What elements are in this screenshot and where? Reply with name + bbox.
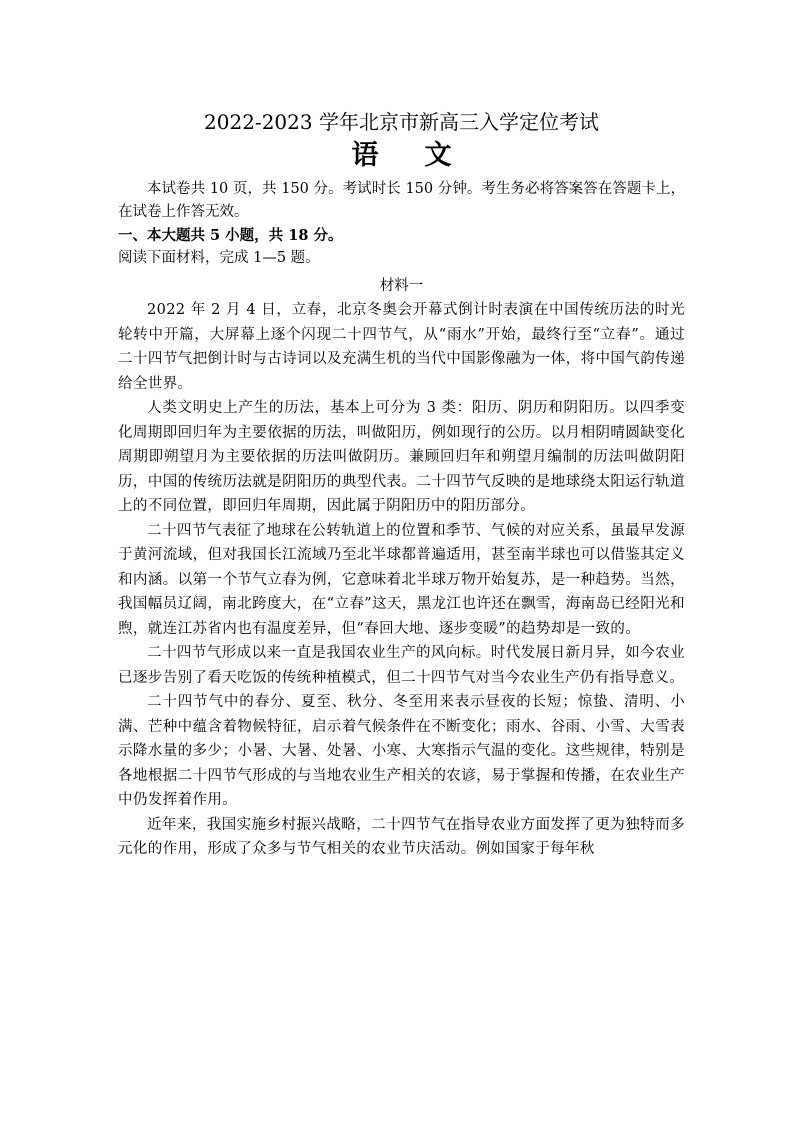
material-paragraph: 近年来，我国实施乡村振兴战略，二十四节气在指导农业方面发挥了更为独特而多元化的作用，形成了众多与节气相关的农业节庆活动。例如国家于每年秋 bbox=[118, 816, 685, 857]
material-paragraph: 二十四节气中的春分、夏至、秋分、冬至用来表示昼夜的长短；惊蛰、清明、小满、芒种中蕴含着物候特征，启示着气候条件在不断变化；雨水、谷雨、小雪、大雪表示降水量的多少；小暑、大暑、处暑、小寒、大寒指示气温的变化。这些规律，特别是各地根据二十四节气形成的与当地农业生产相关的农谚，易于掌握和传播，在农业生产中仍发挥着作用。 bbox=[118, 694, 685, 808]
material-paragraph: 2022 年 2 月 4 日，立春，北京冬奥会开幕式倒计时表演在中国传统历法的时光轮转中开篇，大屏幕上逐个闪现二十四节气，从“雨水”开始，最终行至“立春”。通过二十四节气把倒计时与古诗词以及充满生机的当代中国影像融为一体，将中国气韵传递给全世界。 bbox=[118, 302, 685, 392]
material-paragraph: 二十四节气表征了地球在公转轨道上的位置和季节、气候的对应关系，虽最早发源于黄河流域，但对我国长江流域乃至北半球都普遍适用，甚至南半球也可以借鉴其定义和内涵。以第一个节气立春为例，它意味着北半球万物开始复苏，是一种趋势。当然，我国幅员辽阔，南北跨度大，在“立春”这天，黑龙江也许还在飘雪，海南岛已经阳光和煦，就连江苏省内也有温度差异，但“春回大地、逐步变暖”的趋势却是一致的。 bbox=[118, 522, 685, 637]
exam-page bbox=[118, 108, 685, 862]
section-heading: 一、本大题共 5 小题，共 18 分。 bbox=[118, 227, 343, 244]
material-paragraph: 二十四节气形成以来一直是我国农业生产的风向标。时代发展日新月异，如今农业已逐步告别了看天吃饭的传统种植模式，但二十四节气对当今农业生产仍有指导意义。 bbox=[118, 645, 685, 686]
material-title: 材料一 bbox=[379, 278, 424, 294]
subject-title: 语文 bbox=[351, 140, 498, 171]
exam-instructions: 本试卷共 10 页，共 150 分。考试时长 150 分钟。考生务必将答案答在答题卡上，在试卷上作答无效。 bbox=[118, 181, 685, 220]
exam-title: 2022-2023 学年北京市新高三入学定位考试 bbox=[204, 110, 599, 134]
material-paragraph: 人类文明史上产生的历法，基本上可分为 3 类：阳历、阴历和阴阳历。以四季变化周期即回归年为主要依据的历法，叫做阳历，例如现行的公历。以月相阴晴圆缺变化周期即朔望月为主要依据的历法叫做阴历。兼顾回归年和朔望月编制的历法叫做阴阳历，中国的传统历法就是阴阳历的典型代表。二十四节气反映的是地球绕太阳运行轨道上的不同位置，即回归年周期，因此属于阴阳历中的阳历部分。 bbox=[118, 400, 685, 514]
reading-directive: 阅读下面材料，完成 1—5 题。 bbox=[118, 250, 320, 266]
